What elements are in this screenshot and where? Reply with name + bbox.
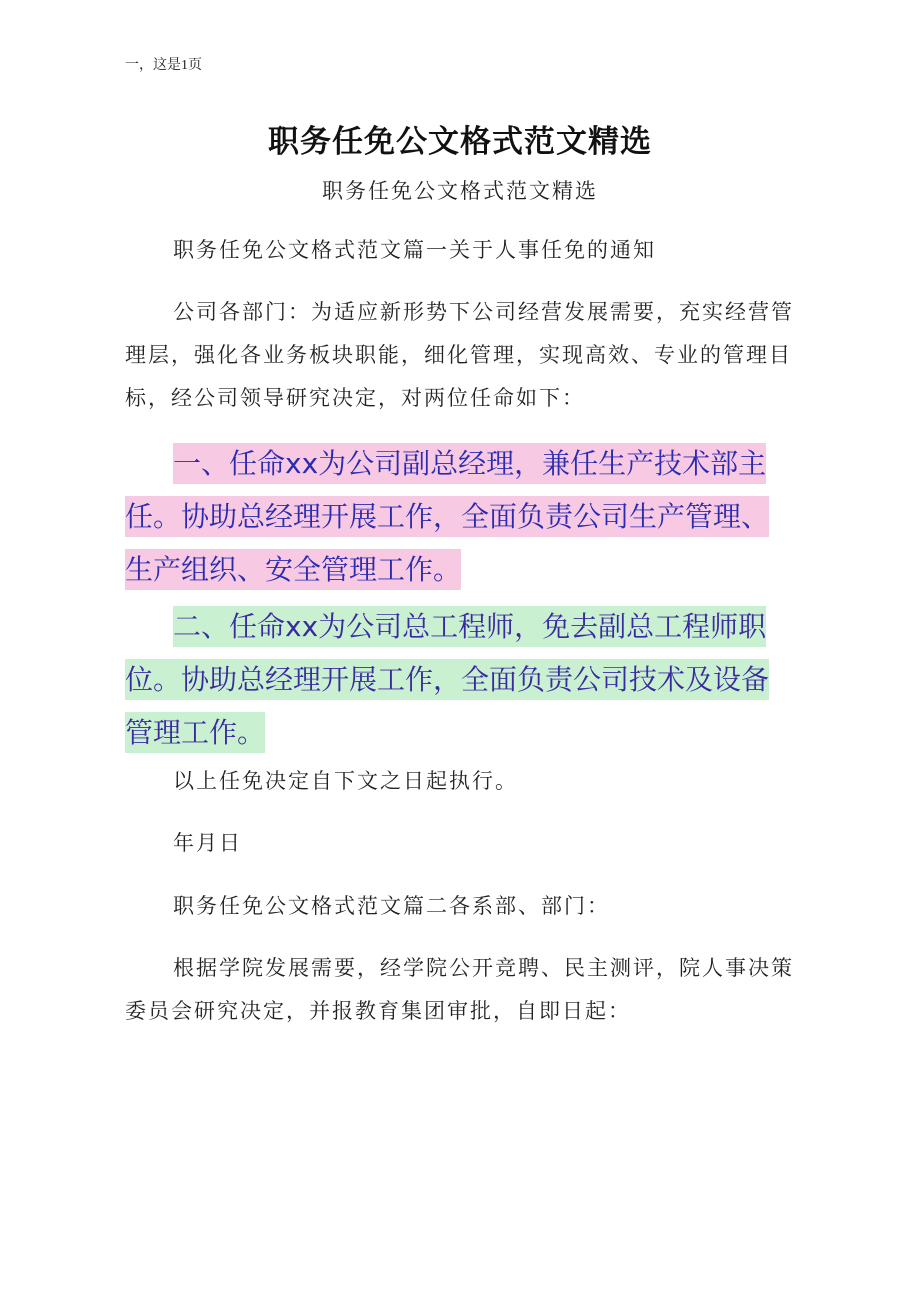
- highlight-mark-green: 二、任命xx为公司总工程师，免去副总工程师职位。协助总经理开展工作，全面负责公司技术及设备管理工作。: [125, 606, 769, 753]
- paragraph-effective: 以上任免决定自下文之日起执行。: [173, 769, 518, 793]
- paragraph-college-decision: 根据学院发展需要，经学院公开竞聘、民主测评，院人事决策委员会研究决定，并报教育集团审批，自即日起：: [125, 956, 794, 1023]
- paragraph-date: 年月日: [173, 831, 242, 855]
- paragraph-intro: 公司各部门：为适应新形势下公司经营发展需要，充实经营管理层，强化各业务板块职能，细化管理，实现高效、专业的管理目标，经公司领导研究决定，对两位任命如下：: [125, 300, 794, 410]
- highlighted-appointment-1: [125, 437, 795, 596]
- highlighted-appointment-2: [125, 600, 795, 759]
- document-title: 职务任免公文格式范文精选: [268, 124, 652, 160]
- paragraph-notice-heading: 职务任免公文格式范文篇一关于人事任免的通知: [173, 238, 656, 262]
- page-header-marker: 一，这是1页: [125, 58, 202, 73]
- paragraph-template-two-heading: 职务任免公文格式范文篇二各系部、部门：: [173, 894, 610, 918]
- highlight-mark-pink: 一、任命xx为公司副总经理，兼任生产技术部主任。协助总经理开展工作，全面负责公司生产管理、生产组织、安全管理工作。: [125, 443, 769, 590]
- document-subtitle: 职务任免公文格式范文精选: [322, 179, 598, 203]
